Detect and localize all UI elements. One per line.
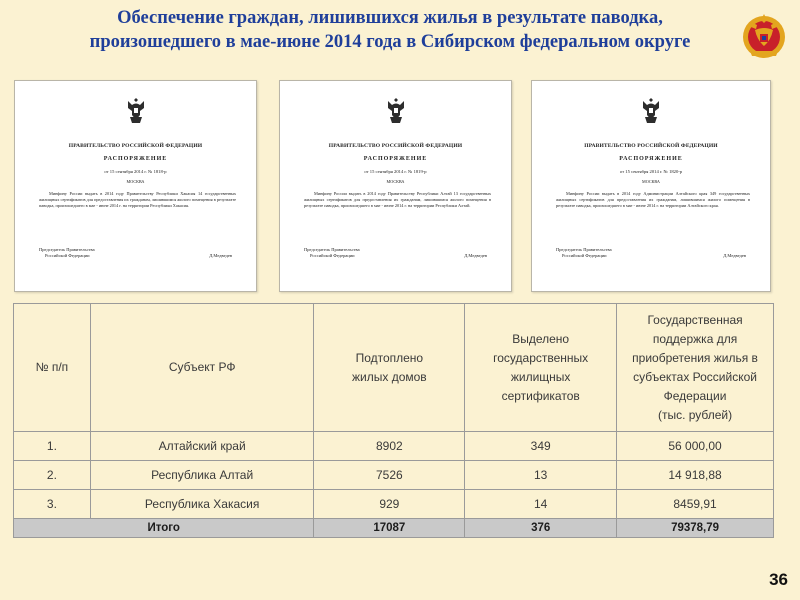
- doc-city: МОСКВА: [386, 179, 405, 184]
- page-title: [60, 6, 720, 54]
- cell-subject: Республика Алтай: [90, 461, 314, 490]
- cell-subject: Алтайский край: [90, 432, 314, 461]
- double-headed-eagle-icon: [384, 95, 408, 125]
- doc-government: ПРАВИТЕЛЬСТВО РОССИЙСКОЙ ФЕДЕРАЦИИ: [584, 143, 718, 149]
- table-row: [14, 432, 774, 461]
- total-certificates: 376: [465, 519, 617, 538]
- page-title-line-2: произошедшего в мае-июне 2014 года в Сибирском федеральном округе: [89, 32, 691, 52]
- doc-body: Минфину России выдать в 2014 году Правительству Республики Алтай 13 государственных жилищных сертификатов для предоставления их гражданам, лишившимся жилого помещения в результате паводка, произошедшего в мае - июне 2014 г. на территории Республики Алтай.: [304, 191, 491, 208]
- total-flooded: 17087: [314, 519, 465, 538]
- cell-support: 56 000,00: [617, 432, 774, 461]
- doc-date-number: от 15 сентября 2014 г. № 1820-р: [619, 169, 683, 174]
- cell-certificates: 349: [465, 432, 617, 461]
- table-header-row: [14, 304, 774, 432]
- page-number: 36: [769, 570, 788, 589]
- cell-support: 8459,91: [617, 490, 774, 519]
- header-num: № п/п: [14, 304, 91, 432]
- total-support: 79378,79: [617, 519, 774, 538]
- cell-num: 1.: [14, 432, 91, 461]
- cell-subject: Республика Хакасия: [90, 490, 314, 519]
- doc-body: Минфину России выдать в 2014 году Правительству Республики Хакасия 14 государственных жилищных сертификатов для предоставления их гражданам, лишившимся жилого помещения в результате паводка, произошедшего в мае - июне 2014 г. на территории Республики Хакасия.: [39, 191, 236, 208]
- decree-document-1: [14, 80, 257, 292]
- doc-signer-name: Д.Медведев: [464, 253, 487, 258]
- doc-signer-name: Д.Медведев: [723, 253, 746, 258]
- cell-num: 3.: [14, 490, 91, 519]
- table-row: [14, 490, 774, 519]
- header-subject: Субъект РФ: [90, 304, 314, 432]
- doc-government: ПРАВИТЕЛЬСТВО РОССИЙСКОЙ ФЕДЕРАЦИИ: [68, 143, 203, 149]
- doc-signer-title: Председатель Правительства Российской Федерации: [304, 247, 360, 258]
- decree-document-2: [279, 80, 512, 292]
- cell-flooded: 7526: [314, 461, 465, 490]
- doc-type: РАСПОРЯЖЕНИЕ: [363, 156, 428, 162]
- doc-signer-name: Д.Медведев: [209, 253, 232, 258]
- doc-date-number: от 15 сентября 2014 г. № 1819-р: [364, 169, 427, 174]
- cell-flooded: 8902: [314, 432, 465, 461]
- header-support: Государственная поддержка для приобретения жилья в субъектах Российской Федерации (тыс. рублей): [617, 304, 774, 432]
- doc-city: МОСКВА: [126, 179, 145, 184]
- cell-certificates: 14: [465, 490, 617, 519]
- doc-signer-title: Председатель Правительства Российской Федерации: [39, 247, 95, 258]
- housing-support-table: [13, 303, 774, 538]
- cell-num: 2.: [14, 461, 91, 490]
- doc-signer-title: Председатель Правительства Российской Федерации: [556, 247, 612, 258]
- cell-certificates: 13: [465, 461, 617, 490]
- total-label: Итого: [14, 519, 314, 538]
- cell-support: 14 918,88: [617, 461, 774, 490]
- page-title-line-1: Обеспечение граждан, лишившихся жилья в результате паводка,: [117, 8, 663, 28]
- decree-document-3: [531, 80, 771, 292]
- doc-type: РАСПОРЯЖЕНИЕ: [619, 156, 683, 162]
- header-flooded: Подтоплено жилых домов: [314, 304, 465, 432]
- doc-body: Минфину России выдать в 2014 году Администрации Алтайского края 349 государственных жилищных сертификатов для предоставления их гражданам, лишившимся жилого помещения в результате паводка, произошедшего в мае - июне 2014 г. на территории Алтайского края.: [556, 191, 750, 208]
- emergency-ministry-emblem-icon: [740, 6, 788, 66]
- table-total-row: [14, 519, 774, 538]
- doc-government: ПРАВИТЕЛЬСТВО РОССИЙСКОЙ ФЕДЕРАЦИИ: [328, 143, 463, 149]
- doc-city: МОСКВА: [642, 179, 660, 184]
- cell-flooded: 929: [314, 490, 465, 519]
- double-headed-eagle-icon: [124, 95, 148, 125]
- doc-type: РАСПОРЯЖЕНИЕ: [103, 156, 168, 162]
- double-headed-eagle-icon: [639, 95, 663, 125]
- doc-date-number: от 15 сентября 2014 г. № 1818-р: [104, 169, 167, 174]
- header-certificates: Выделено государственных жилищных сертификатов: [465, 304, 617, 432]
- table-row: [14, 461, 774, 490]
